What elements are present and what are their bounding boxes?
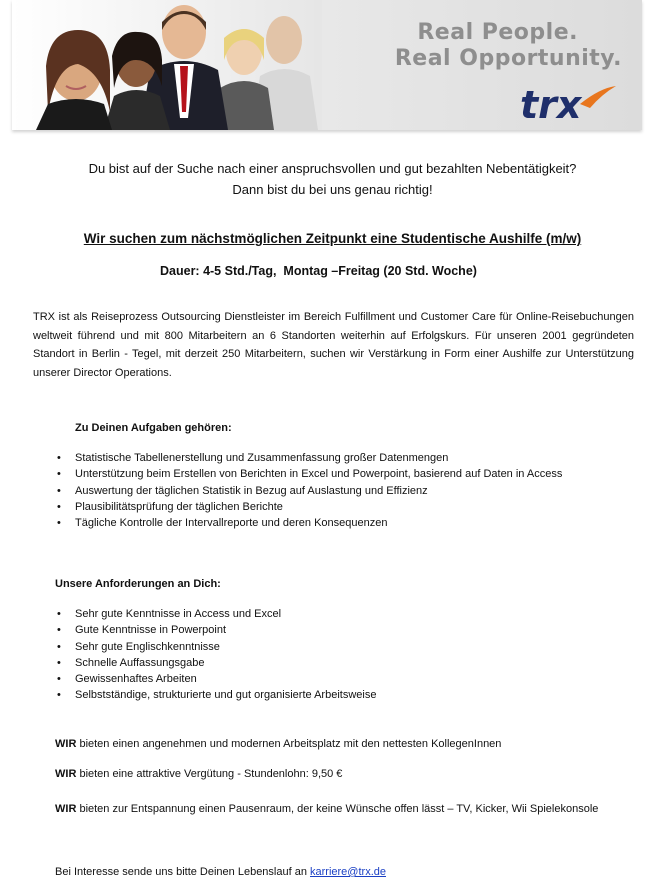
list-item: • Unterstützung beim Erstellen von Berichten in Excel und Powerpoint, basierend auf Daten in Access — [55, 466, 562, 482]
bullet-icon: • — [57, 468, 61, 481]
slogan — [395, 20, 622, 72]
requirements-heading: Unsere Anforderungen an Dich: — [55, 578, 221, 590]
bullet-icon: • — [57, 452, 61, 464]
list-item: • Plausibilitätsprüfung der täglichen Berichte — [55, 499, 562, 515]
list-item: • Sehr gute Englischkenntnisse — [55, 639, 376, 655]
list-item: • Selbstständige, strukturierte und gut organisierte Arbeitsweise — [55, 687, 376, 703]
tasks-list — [55, 450, 562, 531]
bullet-icon: • — [57, 608, 61, 620]
intro-text — [0, 158, 665, 200]
requirements-list — [55, 606, 376, 704]
trx-logo — [518, 82, 618, 124]
bullet-icon: • — [57, 484, 61, 497]
bullet-icon: • — [57, 517, 61, 530]
list-item: • Gute Kenntnisse in Powerpoint — [55, 622, 376, 638]
slogan-line-2: Real Opportunity. — [394, 46, 622, 71]
list-item: • Sehr gute Kenntnisse in Access und Excel — [55, 606, 376, 622]
slogan-line-1: Real People. — [417, 20, 578, 45]
tasks-heading: Zu Deinen Aufgaben gehören: — [75, 422, 232, 434]
bullet-icon: • — [57, 640, 61, 653]
list-item: • Auswertung der täglichen Statistik in Bezug auf Auslastung und Effizienz — [55, 483, 562, 499]
bullet-icon: • — [57, 624, 61, 637]
email-link[interactable]: karriere@trx.de — [310, 866, 386, 878]
header-banner — [12, 0, 642, 130]
list-item: • Gewissenhaftes Arbeiten — [55, 671, 376, 687]
bullet-icon: • — [57, 673, 61, 686]
bullet-icon: • — [57, 689, 61, 702]
list-item: • Statistische Tabellenerstellung und Zusammenfassung großer Datenmengen — [55, 450, 562, 466]
contact-text: Bei Interesse sende uns bitte Deinen Lebenslauf an — [55, 866, 311, 878]
list-item: • Tägliche Kontrolle der Intervallreporte und deren Konsequenzen — [55, 515, 562, 531]
bullet-icon: • — [57, 656, 61, 669]
contact-line — [55, 866, 386, 878]
intro-line-1: Du bist auf der Suche nach einer anspruchsvollen und gut bezahlten Nebentätigkeit? — [88, 161, 577, 176]
offer-salary: WIR bieten eine attraktive Vergütung - Stundenlohn: 9,50 € — [55, 768, 343, 780]
offer-breakroom: WIR bieten zur Entspannung einen Pausenraum, der keine Wünsche offen lässt – TV, Kicker, Wii Spielekonsole — [55, 803, 599, 815]
offer-workplace: WIR bieten einen angenehmen und modernen Arbeitsplatz mit den nettesten KollegenInnen — [55, 738, 502, 750]
svg-text:trx: trx — [520, 83, 582, 124]
bullet-icon: • — [57, 500, 61, 513]
job-duration: Dauer: 4-5 Std./Tag, Montag –Freitag (20 Std. Woche) — [160, 264, 477, 278]
intro-line-2: Dann bist du bei uns genau richtig! — [232, 182, 433, 197]
list-item: • Schnelle Auffassungsgabe — [55, 655, 376, 671]
job-headline: Wir suchen zum nächstmöglichen Zeitpunkt eine Studentische Aushilfe (m/w) — [83, 231, 582, 246]
team-photo — [12, 0, 322, 130]
company-description: TRX ist als Reiseprozess Outsourcing Dienstleister im Bereich Fulfillment und Customer Care für Online-Reisebuchungen weltweit führend und mit 800 Mitarbeitern an 6 Standorten weiterhin auf Erfolgskurs. Für unseren 2001 gegründeten Standort in Berlin - Tegel, mit derzeit 250 Mitarbeitern, suchen wir Verstärkung in Form einer Aushilfe zur Unterstützung unserer Director Operations. — [33, 311, 634, 379]
